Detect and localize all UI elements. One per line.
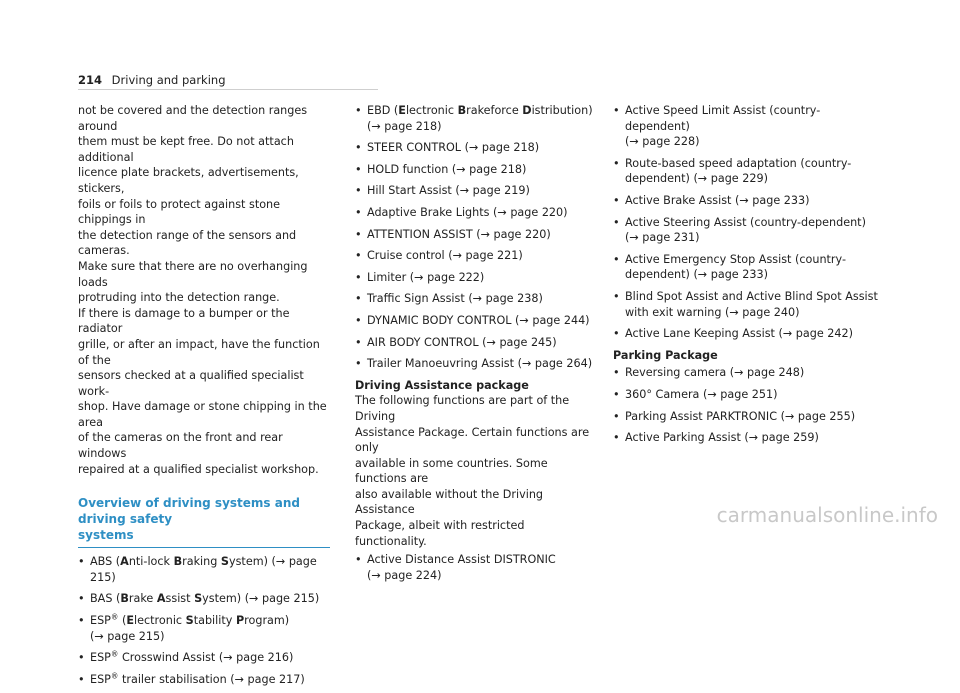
list-item-distronic: • Active Distance Assist DISTRONIC (→ page 224) xyxy=(355,552,595,583)
list-item-ebd: • EBD (Electronic Brakeforce Distribution) (→ page 218) xyxy=(355,103,595,134)
list-item: • Blind Spot Assist and Active Blind Spot Assist with exit warning (→ page 240) xyxy=(613,289,883,320)
list-item: • Active Steering Assist (country-dependent) (→ page 231) xyxy=(613,215,883,246)
column-left xyxy=(78,103,330,693)
chapter-title: Driving and parking xyxy=(111,73,226,87)
list-item-abs: • ABS (Anti-lock Braking System) (→ page 215) xyxy=(78,554,330,585)
list-item: • STEER CONTROL (→ page 218) xyxy=(355,140,595,156)
list-item: • Limiter (→ page 222) xyxy=(355,270,595,286)
watermark: carmanualsonline.info xyxy=(716,503,938,527)
list-item: • Cruise control (→ page 221) xyxy=(355,248,595,264)
list-item-esp-crosswind: • ESP® Crosswind Assist (→ page 216) xyxy=(78,650,330,666)
list-item: • Active Parking Assist (→ page 259) xyxy=(613,430,883,446)
intro-paragraph: not be covered and the detection ranges around them must be kept free. Do not attach additional licence plate brackets, advertisements, stickers, foils or foils to protect against stone chippings in the detection range of the sensors and cameras. Make sure that there are no overhanging loads protruding into the detection range. If there is damage to a bumper or the radiator grille, or after an impact, have the function of the sensors checked at a qualified specialist work- shop. Have damage or stone chipping in the area of the cameras on the front and rear windows repaired at a qualified specialist workshop. xyxy=(78,104,327,476)
list-item: • Trailer Manoeuvring Assist (→ page 264) xyxy=(355,356,595,372)
list-item: • Active Lane Keeping Assist (→ page 242) xyxy=(613,326,883,342)
parking-heading: Parking Package xyxy=(613,348,718,362)
safety-systems-list xyxy=(78,554,330,687)
list-item: • ATTENTION ASSIST (→ page 220) xyxy=(355,227,595,243)
header-divider xyxy=(78,89,378,90)
column-middle xyxy=(355,103,595,589)
list-item: • DYNAMIC BODY CONTROL (→ page 244) xyxy=(355,313,595,329)
package-paragraph: The following functions are part of the Driving Assistance Package. Certain functions are only available in some countries. Some functions are also available without the Driving Assistance Package, albeit with restricted functionality. xyxy=(355,394,590,548)
page-header xyxy=(78,73,226,87)
list-item: • Traffic Sign Assist (→ page 238) xyxy=(355,291,595,307)
page-number: 214 xyxy=(78,73,103,87)
list-item: • Active Emergency Stop Assist (country- dependent) (→ page 233) xyxy=(613,252,883,283)
list-item-esp: • ESP® (Electronic Stability Program) (→ page 215) xyxy=(78,613,330,644)
list-item: • Active Brake Assist (→ page 233) xyxy=(613,193,883,209)
driving-systems-list xyxy=(355,103,595,372)
parking-list xyxy=(613,365,883,445)
list-item-bas: • BAS (Brake Assist System) (→ page 215) xyxy=(78,591,330,607)
section-title: Overview of driving systems and driving safety systems xyxy=(78,495,330,548)
assist-list xyxy=(613,103,883,342)
package-list xyxy=(355,552,595,583)
list-item: • Route-based speed adaptation (country- dependent) (→ page 229) xyxy=(613,156,883,187)
package-heading: Driving Assistance package xyxy=(355,378,529,392)
list-item: • Adaptive Brake Lights (→ page 220) xyxy=(355,205,595,221)
list-item: • Parking Assist PARKTRONIC (→ page 255) xyxy=(613,409,883,425)
column-right xyxy=(613,103,883,452)
list-item-esp-trailer: • ESP® trailer stabilisation (→ page 217) xyxy=(78,672,330,688)
list-item: • Active Speed Limit Assist (country-dependent) (→ page 228) xyxy=(613,103,883,150)
list-item: • 360° Camera (→ page 251) xyxy=(613,387,883,403)
list-item: • HOLD function (→ page 218) xyxy=(355,162,595,178)
list-item: • Hill Start Assist (→ page 219) xyxy=(355,183,595,199)
list-item: • Reversing camera (→ page 248) xyxy=(613,365,883,381)
list-item: • AIR BODY CONTROL (→ page 245) xyxy=(355,335,595,351)
